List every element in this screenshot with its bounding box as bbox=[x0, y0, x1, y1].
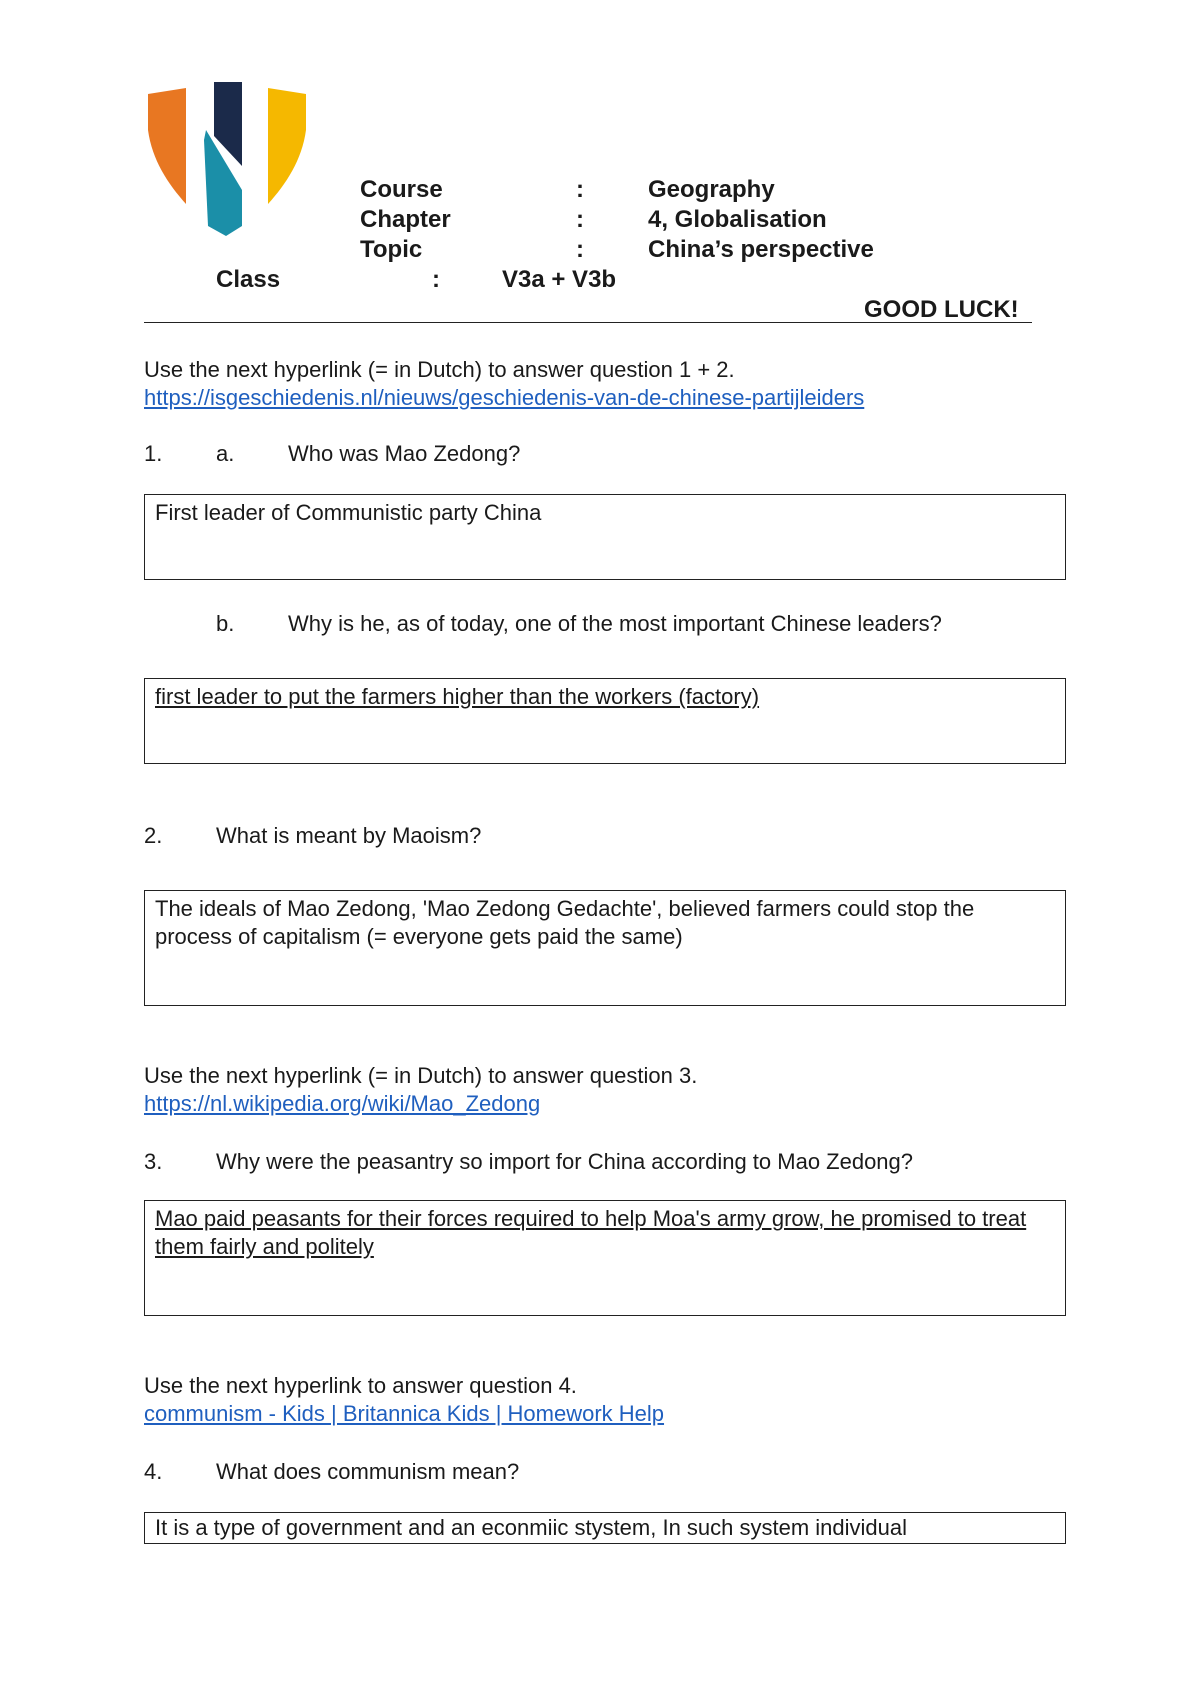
class-colon: : bbox=[432, 266, 440, 293]
section2-hyperlink[interactable]: https://nl.wikipedia.org/wiki/Mao_Zedong bbox=[144, 1091, 541, 1116]
q1a-answer-box[interactable] bbox=[144, 494, 1066, 580]
q1b-answer-text: first leader to put the farmers higher than the workers (factory) bbox=[155, 684, 760, 709]
q2-answer-box[interactable] bbox=[144, 890, 1066, 1006]
q2-number: 2. bbox=[144, 823, 163, 848]
section1-hyperlink[interactable]: https://isgeschiedenis.nl/nieuws/geschiedenis-van-de-chinese-partijleiders bbox=[144, 385, 865, 410]
topic-label: Topic bbox=[360, 236, 423, 263]
class-label: Class bbox=[216, 266, 281, 293]
q2-question: What is meant by Maoism? bbox=[216, 823, 482, 848]
q4-question: What does communism mean? bbox=[216, 1459, 520, 1484]
q4-answer-text: It is a type of government and an econmiic stystem, In such system individual bbox=[155, 1515, 908, 1540]
q1a-answer-text: First leader of Communistic party China bbox=[155, 500, 542, 525]
topic-value: China’s perspective bbox=[648, 236, 874, 263]
q1b-question: Why is he, as of today, one of the most important Chinese leaders? bbox=[288, 611, 942, 636]
q1a-question: Who was Mao Zedong? bbox=[288, 441, 521, 466]
section3-intro: Use the next hyperlink to answer question 4. bbox=[144, 1373, 577, 1398]
course-colon: : bbox=[576, 176, 584, 203]
logo-orange-shape bbox=[148, 88, 186, 204]
q4-answer-box[interactable] bbox=[144, 1512, 1066, 1544]
q3-answer-text: Mao paid peasants for their forces required to help Moa's army grow, he promised to treat them fairly and politely bbox=[155, 1206, 1027, 1259]
header-divider bbox=[144, 322, 1032, 323]
q2-answer-text: The ideals of Mao Zedong, 'Mao Zedong Gedachte', believed farmers could stop the process of capitalism (= everyone gets paid the same) bbox=[155, 896, 975, 949]
q4-number: 4. bbox=[144, 1459, 163, 1484]
q1b-answer-box[interactable] bbox=[144, 678, 1066, 764]
q3-question: Why were the peasantry so import for China according to Mao Zedong? bbox=[216, 1149, 914, 1174]
logo-yellow-shape bbox=[268, 88, 306, 204]
topic-colon: : bbox=[576, 236, 584, 263]
course-label: Course bbox=[360, 176, 443, 203]
q3-answer-box[interactable] bbox=[144, 1200, 1066, 1316]
q1-number: 1. bbox=[144, 441, 163, 466]
section2-intro: Use the next hyperlink (= in Dutch) to answer question 3. bbox=[144, 1063, 698, 1088]
chapter-colon: : bbox=[576, 206, 584, 233]
q3-number: 3. bbox=[144, 1149, 163, 1174]
chapter-label: Chapter bbox=[360, 206, 451, 233]
q1a-letter: a. bbox=[216, 441, 235, 466]
chapter-value: 4, Globalisation bbox=[648, 206, 827, 233]
class-value: V3a + V3b bbox=[502, 266, 617, 293]
course-value: Geography bbox=[648, 176, 775, 203]
school-logo-icon bbox=[146, 80, 310, 240]
q1b-letter: b. bbox=[216, 611, 235, 636]
section1-intro: Use the next hyperlink (= in Dutch) to answer question 1 + 2. bbox=[144, 357, 735, 382]
good-luck-text: GOOD LUCK! bbox=[864, 296, 1019, 323]
section3-hyperlink[interactable]: communism - Kids | Britannica Kids | Homework Help bbox=[144, 1401, 665, 1426]
